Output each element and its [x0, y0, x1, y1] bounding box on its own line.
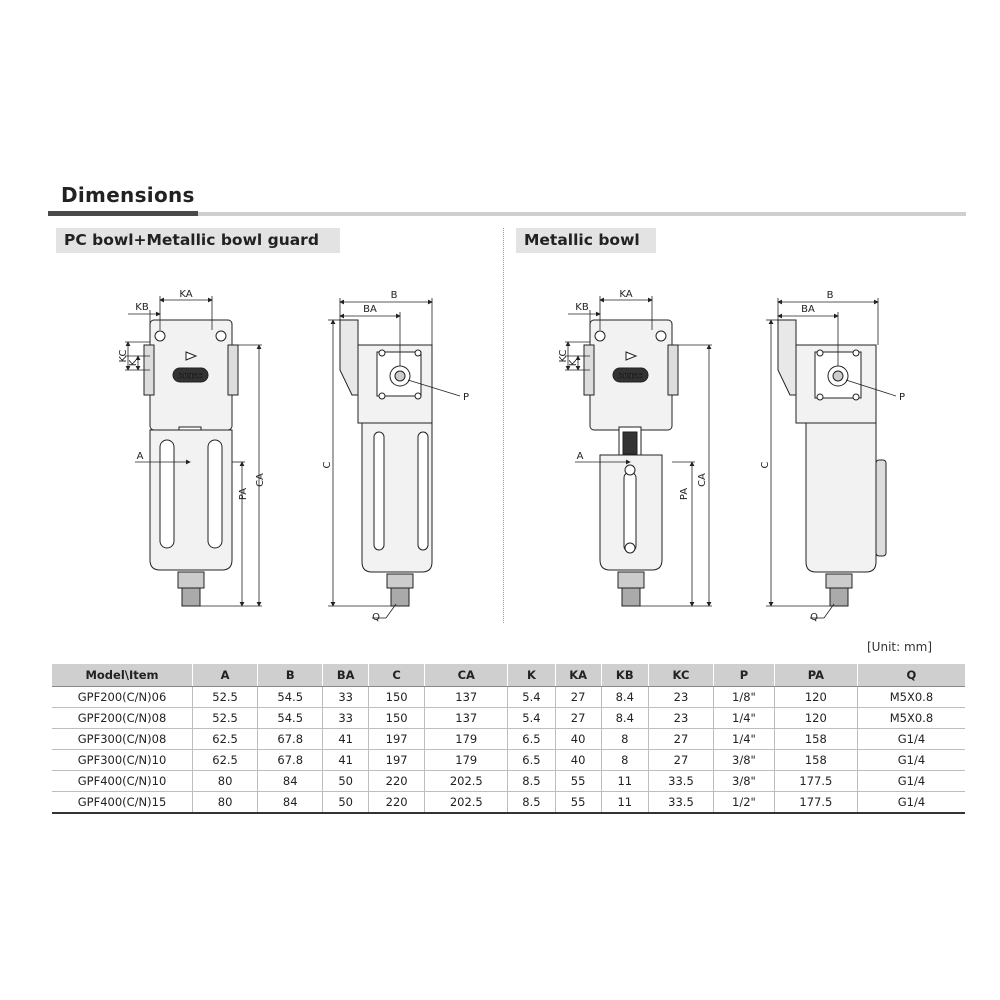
- value-cell: 50: [323, 771, 369, 792]
- value-cell: 33.5: [648, 771, 713, 792]
- unit-label: [Unit: mm]: [867, 640, 933, 654]
- value-cell: 150: [369, 708, 425, 729]
- table-body: [52, 687, 965, 814]
- value-cell: 27: [555, 708, 601, 729]
- value-cell: 5.4: [508, 708, 555, 729]
- value-cell: 158: [774, 750, 857, 771]
- value-cell: 55: [555, 792, 601, 814]
- value-cell: M5X0.8: [857, 687, 965, 708]
- dim-label-q: Q: [372, 612, 380, 623]
- value-cell: M5X0.8: [857, 708, 965, 729]
- column-header: PA: [774, 664, 857, 687]
- value-cell: 8.5: [508, 792, 555, 814]
- value-cell: 40: [555, 729, 601, 750]
- value-cell: 1/8": [714, 687, 775, 708]
- value-cell: 62.5: [193, 729, 258, 750]
- front-view-metallic-bowl: [584, 320, 678, 606]
- dim-label-a: A: [136, 451, 144, 462]
- value-cell: 179: [425, 729, 508, 750]
- dim-label-b: B: [390, 290, 398, 301]
- value-cell: 11: [601, 771, 648, 792]
- value-cell: G1/4: [857, 729, 965, 750]
- dim-label-ka-2: KA: [619, 289, 633, 300]
- value-cell: 1/4": [714, 729, 775, 750]
- column-header: Q: [857, 664, 965, 687]
- dim-label-c-2: C: [760, 461, 771, 469]
- value-cell: 33: [323, 687, 369, 708]
- value-cell: 67.8: [258, 729, 323, 750]
- dim-label-q-2: Q: [810, 612, 818, 623]
- value-cell: 8: [601, 750, 648, 771]
- model-cell: GPF200(C/N)08: [52, 708, 193, 729]
- dim-label-ca: CA: [255, 473, 266, 487]
- value-cell: 33: [323, 708, 369, 729]
- table-row: [52, 687, 965, 708]
- value-cell: 54.5: [258, 687, 323, 708]
- front-view-pc-bowl: [144, 320, 238, 606]
- value-cell: 5.4: [508, 687, 555, 708]
- dim-label-c: C: [322, 461, 333, 469]
- dim-label-kb: KB: [135, 302, 149, 313]
- model-cell: GPF200(C/N)06: [52, 687, 193, 708]
- column-header: A: [193, 664, 258, 687]
- value-cell: 80: [193, 792, 258, 814]
- value-cell: 62.5: [193, 750, 258, 771]
- dim-label-k-2: K: [568, 359, 579, 367]
- table-row: [52, 750, 965, 771]
- side-view-pc-bowl: [340, 320, 432, 606]
- value-cell: 41: [323, 729, 369, 750]
- value-cell: 1/2": [714, 792, 775, 814]
- table-row: [52, 792, 965, 814]
- logo-text: AIRTAC: [178, 373, 203, 380]
- column-header: C: [369, 664, 425, 687]
- table-header-row: [52, 664, 965, 687]
- dim-label-a-2: A: [576, 451, 584, 462]
- column-header: K: [508, 664, 555, 687]
- value-cell: 27: [648, 750, 713, 771]
- value-cell: 40: [555, 750, 601, 771]
- column-header: CA: [425, 664, 508, 687]
- column-header: BA: [323, 664, 369, 687]
- column-header: KB: [601, 664, 648, 687]
- value-cell: 11: [601, 792, 648, 814]
- value-cell: 202.5: [425, 792, 508, 814]
- dim-label-ba-2: BA: [801, 304, 815, 315]
- value-cell: 220: [369, 792, 425, 814]
- value-cell: 23: [648, 708, 713, 729]
- value-cell: 80: [193, 771, 258, 792]
- value-cell: 84: [258, 792, 323, 814]
- value-cell: 137: [425, 708, 508, 729]
- value-cell: 197: [369, 729, 425, 750]
- value-cell: 6.5: [508, 750, 555, 771]
- value-cell: 67.8: [258, 750, 323, 771]
- dim-label-pa: PA: [238, 487, 249, 501]
- side-view-metallic-bowl: [778, 320, 886, 606]
- value-cell: 23: [648, 687, 713, 708]
- value-cell: 158: [774, 729, 857, 750]
- dim-label-k: K: [128, 359, 139, 367]
- dim-label-ka: KA: [179, 289, 193, 300]
- value-cell: 41: [323, 750, 369, 771]
- value-cell: 177.5: [774, 792, 857, 814]
- dim-label-b-2: B: [826, 290, 834, 301]
- value-cell: 8: [601, 729, 648, 750]
- value-cell: 120: [774, 687, 857, 708]
- value-cell: 137: [425, 687, 508, 708]
- column-header: P: [714, 664, 775, 687]
- dim-label-p: P: [462, 392, 470, 403]
- section-label-metallic-bowl: Metallic bowl: [516, 228, 656, 253]
- value-cell: 3/8": [714, 771, 775, 792]
- table-row: [52, 729, 965, 750]
- value-cell: 150: [369, 687, 425, 708]
- dim-label-p-2: P: [898, 392, 906, 403]
- value-cell: 54.5: [258, 708, 323, 729]
- page-title: Dimensions: [61, 183, 195, 207]
- value-cell: G1/4: [857, 750, 965, 771]
- dim-label-pa-2: PA: [679, 487, 690, 501]
- value-cell: 55: [555, 771, 601, 792]
- logo-text-2: AIRTAC: [618, 373, 643, 380]
- value-cell: 1/4": [714, 708, 775, 729]
- value-cell: 6.5: [508, 729, 555, 750]
- dim-label-ca-2: CA: [697, 473, 708, 487]
- section-label-pc-bowl: PC bowl+Metallic bowl guard: [56, 228, 340, 253]
- dim-label-kc: KC: [118, 349, 129, 363]
- value-cell: 220: [369, 771, 425, 792]
- value-cell: 84: [258, 771, 323, 792]
- value-cell: 27: [648, 729, 713, 750]
- column-header: B: [258, 664, 323, 687]
- column-header: KA: [555, 664, 601, 687]
- value-cell: 52.5: [193, 708, 258, 729]
- dimensions-table: [52, 664, 965, 814]
- value-cell: 197: [369, 750, 425, 771]
- column-header: KC: [648, 664, 713, 687]
- model-cell: GPF400(C/N)10: [52, 771, 193, 792]
- value-cell: 3/8": [714, 750, 775, 771]
- value-cell: 8.5: [508, 771, 555, 792]
- value-cell: 202.5: [425, 771, 508, 792]
- column-header: Model\Item: [52, 664, 193, 687]
- value-cell: 27: [555, 687, 601, 708]
- value-cell: 33.5: [648, 792, 713, 814]
- value-cell: 8.4: [601, 687, 648, 708]
- dim-label-ba: BA: [363, 304, 377, 315]
- value-cell: 8.4: [601, 708, 648, 729]
- value-cell: G1/4: [857, 771, 965, 792]
- table-row: [52, 708, 965, 729]
- value-cell: 177.5: [774, 771, 857, 792]
- value-cell: 50: [323, 792, 369, 814]
- dim-label-kb-2: KB: [575, 302, 589, 313]
- dim-label-kc-2: KC: [558, 349, 569, 363]
- model-cell: GPF300(C/N)10: [52, 750, 193, 771]
- model-cell: GPF300(C/N)08: [52, 729, 193, 750]
- table-row: [52, 771, 965, 792]
- value-cell: 179: [425, 750, 508, 771]
- value-cell: G1/4: [857, 792, 965, 814]
- value-cell: 120: [774, 708, 857, 729]
- value-cell: 52.5: [193, 687, 258, 708]
- model-cell: GPF400(C/N)15: [52, 792, 193, 814]
